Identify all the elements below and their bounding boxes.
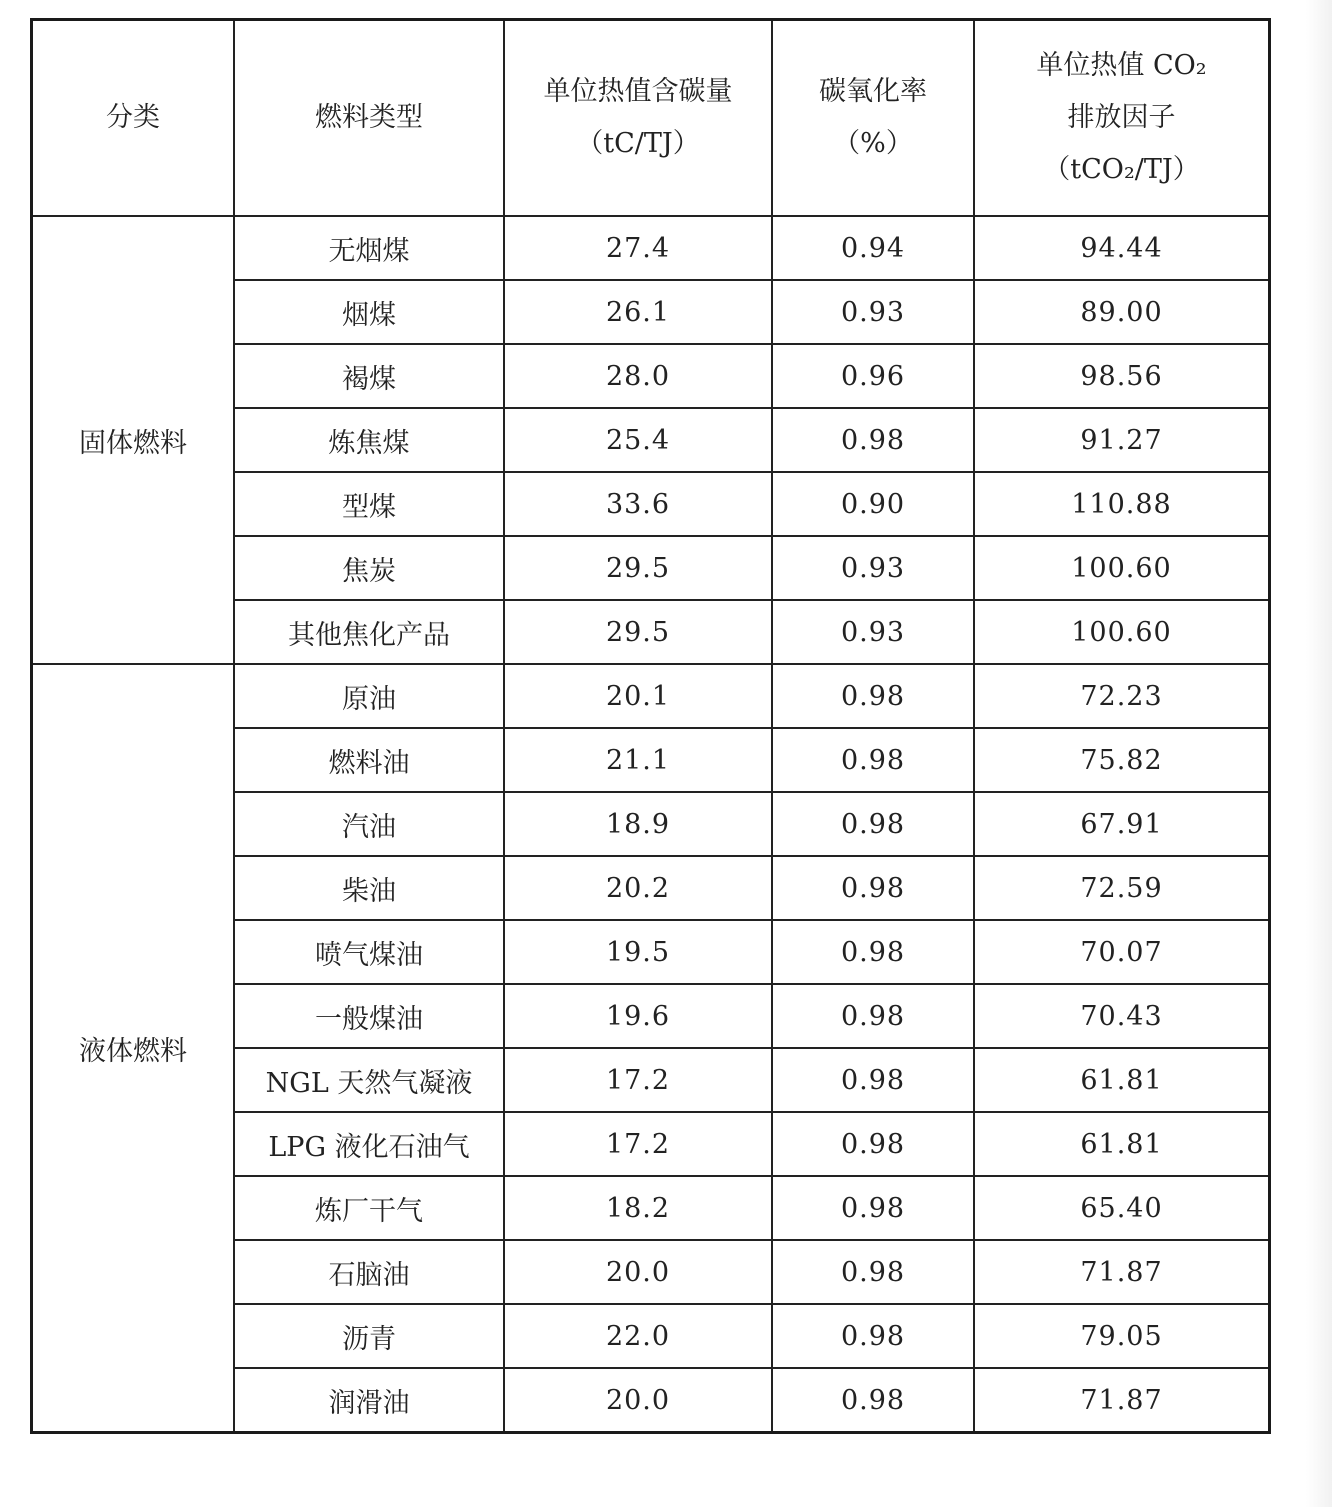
- oxidation-rate-cell: 0.98: [772, 920, 974, 984]
- header-fuel-type-label: 燃料类型: [315, 102, 423, 133]
- fuel-type-cell: 炼厂干气: [234, 1176, 504, 1240]
- co2-factor-cell: 98.56: [974, 344, 1270, 408]
- oxidation-rate-cell: 0.94: [772, 216, 974, 280]
- co2-factor-cell: 100.60: [974, 600, 1270, 664]
- carbon-content-cell: 17.2: [504, 1048, 772, 1112]
- scan-edge-shadow: [1306, 0, 1332, 1507]
- fuel-type-cell: 沥青: [234, 1304, 504, 1368]
- fuel-type-cell: 石脑油: [234, 1240, 504, 1304]
- fuel-type-cell: 型煤: [234, 472, 504, 536]
- oxidation-rate-cell: 0.98: [772, 1048, 974, 1112]
- co2-factor-cell: 75.82: [974, 728, 1270, 792]
- table-header-row: [32, 20, 1270, 217]
- oxidation-rate-cell: 0.93: [772, 536, 974, 600]
- oxidation-rate-cell: 0.98: [772, 1304, 974, 1368]
- carbon-content-cell: 26.1: [504, 280, 772, 344]
- co2-factor-cell: 89.00: [974, 280, 1270, 344]
- carbon-content-cell: 29.5: [504, 600, 772, 664]
- co2-factor-cell: 65.40: [974, 1176, 1270, 1240]
- oxidation-rate-cell: 0.98: [772, 728, 974, 792]
- header-category: [32, 20, 235, 217]
- co2-factor-cell: 71.87: [974, 1368, 1270, 1433]
- co2-factor-cell: 71.87: [974, 1240, 1270, 1304]
- carbon-content-cell: 20.1: [504, 664, 772, 728]
- oxidation-rate-cell: 0.93: [772, 280, 974, 344]
- oxidation-rate-cell: 0.98: [772, 984, 974, 1048]
- oxidation-rate-cell: 0.98: [772, 856, 974, 920]
- co2-factor-cell: 61.81: [974, 1048, 1270, 1112]
- oxidation-rate-cell: 0.90: [772, 472, 974, 536]
- header-fuel-type: [234, 20, 504, 217]
- carbon-content-cell: 18.2: [504, 1176, 772, 1240]
- fuel-type-cell: 褐煤: [234, 344, 504, 408]
- co2-factor-cell: 110.88: [974, 472, 1270, 536]
- oxidation-rate-cell: 0.93: [772, 600, 974, 664]
- carbon-content-cell: 33.6: [504, 472, 772, 536]
- carbon-content-cell: 20.0: [504, 1240, 772, 1304]
- co2-factor-cell: 79.05: [974, 1304, 1270, 1368]
- carbon-content-cell: 19.5: [504, 920, 772, 984]
- table-body: [32, 216, 1270, 1433]
- fuel-type-cell: 炼焦煤: [234, 408, 504, 472]
- oxidation-rate-cell: 0.98: [772, 408, 974, 472]
- oxidation-rate-cell: 0.98: [772, 664, 974, 728]
- carbon-content-cell: 27.4: [504, 216, 772, 280]
- header-carbon-content-unit: （tC/TJ）: [576, 128, 700, 159]
- co2-factor-cell: 72.59: [974, 856, 1270, 920]
- carbon-content-cell: 28.0: [504, 344, 772, 408]
- header-co2-factor-line1: 单位热值 CO₂: [1036, 50, 1207, 81]
- co2-factor-cell: 100.60: [974, 536, 1270, 600]
- header-co2-factor: [974, 20, 1270, 217]
- header-co2-factor-unit: （tCO₂/TJ）: [1043, 154, 1200, 185]
- oxidation-rate-cell: 0.98: [772, 792, 974, 856]
- carbon-content-cell: 18.9: [504, 792, 772, 856]
- carbon-content-cell: 19.6: [504, 984, 772, 1048]
- fuel-type-cell: 汽油: [234, 792, 504, 856]
- emission-factor-table-container: [30, 18, 1271, 1434]
- fuel-type-cell: 原油: [234, 664, 504, 728]
- category-cell: 液体燃料: [32, 664, 235, 1433]
- header-co2-factor-line2: 排放因子: [1067, 102, 1176, 133]
- co2-factor-cell: 70.43: [974, 984, 1270, 1048]
- fuel-type-cell: 柴油: [234, 856, 504, 920]
- carbon-content-cell: 29.5: [504, 536, 772, 600]
- co2-factor-cell: 72.23: [974, 664, 1270, 728]
- oxidation-rate-cell: 0.98: [772, 1368, 974, 1433]
- co2-factor-cell: 94.44: [974, 216, 1270, 280]
- header-oxidation-rate-label: 碳氧化率: [819, 76, 927, 107]
- header-oxidation-rate-unit: （%）: [833, 128, 913, 159]
- carbon-content-cell: 22.0: [504, 1304, 772, 1368]
- carbon-content-cell: 20.2: [504, 856, 772, 920]
- fuel-type-cell: LPG 液化石油气: [234, 1112, 504, 1176]
- table-row: [32, 664, 1270, 728]
- oxidation-rate-cell: 0.98: [772, 1176, 974, 1240]
- oxidation-rate-cell: 0.98: [772, 1112, 974, 1176]
- category-cell: 固体燃料: [32, 216, 235, 664]
- fuel-type-cell: 润滑油: [234, 1368, 504, 1433]
- oxidation-rate-cell: 0.98: [772, 1240, 974, 1304]
- fuel-type-cell: 喷气煤油: [234, 920, 504, 984]
- header-carbon-content: [504, 20, 772, 217]
- carbon-content-cell: 17.2: [504, 1112, 772, 1176]
- fuel-type-cell: 烟煤: [234, 280, 504, 344]
- header-oxidation-rate: [772, 20, 974, 217]
- header-category-label: 分类: [106, 102, 160, 133]
- co2-factor-cell: 70.07: [974, 920, 1270, 984]
- fuel-type-cell: NGL 天然气凝液: [234, 1048, 504, 1112]
- fuel-type-cell: 无烟煤: [234, 216, 504, 280]
- emission-factor-table: [30, 18, 1271, 1434]
- fuel-type-cell: 一般煤油: [234, 984, 504, 1048]
- carbon-content-cell: 25.4: [504, 408, 772, 472]
- fuel-type-cell: 焦炭: [234, 536, 504, 600]
- carbon-content-cell: 20.0: [504, 1368, 772, 1433]
- oxidation-rate-cell: 0.96: [772, 344, 974, 408]
- table-row: [32, 216, 1270, 280]
- co2-factor-cell: 67.91: [974, 792, 1270, 856]
- co2-factor-cell: 91.27: [974, 408, 1270, 472]
- fuel-type-cell: 燃料油: [234, 728, 504, 792]
- header-carbon-content-label: 单位热值含碳量: [543, 76, 733, 107]
- carbon-content-cell: 21.1: [504, 728, 772, 792]
- co2-factor-cell: 61.81: [974, 1112, 1270, 1176]
- fuel-type-cell: 其他焦化产品: [234, 600, 504, 664]
